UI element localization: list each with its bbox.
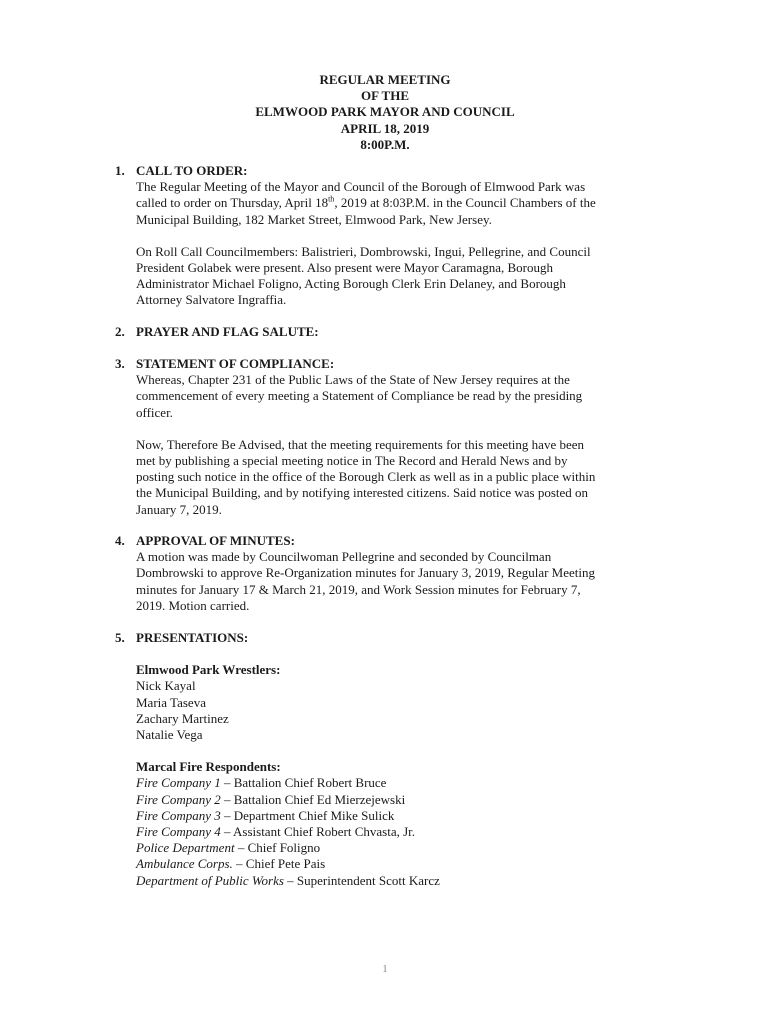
organization-name: Fire Company 2 [136,791,221,807]
section-title: PRESENTATIONS: [136,630,249,645]
section-heading [115,324,695,340]
text-line: officer. [136,404,173,420]
text-line: A motion was made by Councilwoman Pellegrine and seconded by Councilman [136,549,552,565]
subsection-title: Elmwood Park Wrestlers: [136,662,281,678]
section-heading [115,356,695,372]
section-call-to-order [115,163,695,309]
paragraph [136,549,695,614]
text-line: 2019. Motion carried. [136,597,250,613]
wrestlers-list [136,662,695,743]
list-item: Maria Taseva [136,694,206,710]
header-line: ELMWOOD PARK MAYOR AND COUNCIL [255,104,515,120]
list-item [136,808,695,824]
list-item: Nick Kayal [136,678,196,694]
text-line: The Regular Meeting of the Mayor and Council of the Borough of Elmwood Park was [136,179,586,195]
page-number: 1 [382,963,388,975]
person-name: – Assistant Chief Robert Chvasta, Jr. [220,824,416,840]
section-number: 2. [115,324,125,339]
section-heading [115,533,695,549]
subsection-title: Marcal Fire Respondents: [136,759,281,775]
header-line: APRIL 18, 2019 [340,120,430,136]
section-number: 5. [115,630,125,645]
section-minutes [115,533,695,614]
list-item [136,775,695,791]
person-name: – Battalion Chief Ed Mierzejewski [220,791,406,807]
organization-name: Fire Company 4 [136,824,221,840]
organization-name: Department of Public Works [136,872,284,888]
section-body [136,549,695,614]
paragraph [136,372,695,421]
text-line: On Roll Call Councilmembers: Balistrieri, Dombrowski, Ingui, Pellegrine, and Council [136,243,591,259]
text-line: commencement of every meeting a Statement of Compliance be read by the presiding [136,388,583,404]
section-body [136,372,695,518]
paragraph [136,179,695,228]
section-presentations [115,630,695,889]
section-number: 3. [115,356,125,371]
text-line: met by publishing a special meeting notice in The Record and Herald News and by [136,453,568,469]
header-line: REGULAR MEETING [319,72,451,87]
section-title: CALL TO ORDER: [136,163,248,178]
person-name: – Superintendent Scott Karcz [283,872,440,888]
header-line: 8:00P.M. [360,136,410,152]
header-line: OF THE [360,88,410,104]
list-item [136,873,695,889]
section-title: STATEMENT OF COMPLIANCE: [136,356,335,371]
person-name: – Chief Foligno [234,840,321,856]
organization-name: Fire Company 3 [136,807,221,823]
text-line: minutes for January 17 & March 21, 2019, and Work Session minutes for February 7, [136,581,581,597]
organization-name: Police Department [136,840,235,856]
section-heading [115,630,695,646]
section-title: APPROVAL OF MINUTES: [136,533,295,548]
text-span: called to order on Thursday, April 18 [136,195,329,211]
section-compliance [115,356,695,518]
text-line: the Municipal Building, and by notifying interested citizens. Said notice was posted on [136,485,589,501]
marcal-list [136,759,695,889]
list-item: Zachary Martinez [136,710,229,726]
list-item: Natalie Vega [136,727,203,743]
superscript: th [328,195,335,205]
text-line: Municipal Building, 182 Market Street, Elmwood Park, New Jersey. [136,211,492,227]
text-line: Now, Therefore Be Advised, that the meeting requirements for this meeting have been [136,436,584,452]
text-line: posting such notice in the office of the Borough Clerk as well as in a public place within [136,469,596,485]
document-header [0,72,770,153]
text-span: , 2019 at 8:03P.M. in the Council Chambers of the [334,195,596,211]
list-item [136,856,695,872]
section-number: 1. [115,163,125,178]
text-line: Dombrowski to approve Re-Organization minutes for January 3, 2019, Regular Meeting [136,565,595,581]
text-line: Whereas, Chapter 231 of the Public Laws of the State of New Jersey requires at the [136,372,570,388]
list-item [136,792,695,808]
list-item [136,824,695,840]
text-line [136,195,695,211]
person-name: – Battalion Chief Robert Bruce [220,775,387,791]
paragraph [136,244,695,309]
section-heading [115,163,695,179]
person-name: – Department Chief Mike Sulick [220,807,395,823]
organization-name: Fire Company 1 [136,775,221,791]
section-prayer [115,324,695,340]
list-item [136,840,695,856]
section-number: 4. [115,533,125,548]
section-body [136,179,695,308]
section-body [136,662,695,889]
organization-name: Ambulance Corps. [136,856,233,872]
section-title: PRAYER AND FLAG SALUTE: [136,324,319,339]
text-line: January 7, 2019. [136,501,222,517]
person-name: – Chief Pete Pais [232,856,326,872]
paragraph [136,437,695,518]
text-line: Attorney Salvatore Ingraffia. [136,292,287,308]
text-line: President Golabek were present. Also present were Mayor Caramagna, Borough [136,260,553,276]
text-line: Administrator Michael Foligno, Acting Borough Clerk Erin Delaney, and Borough [136,276,566,292]
